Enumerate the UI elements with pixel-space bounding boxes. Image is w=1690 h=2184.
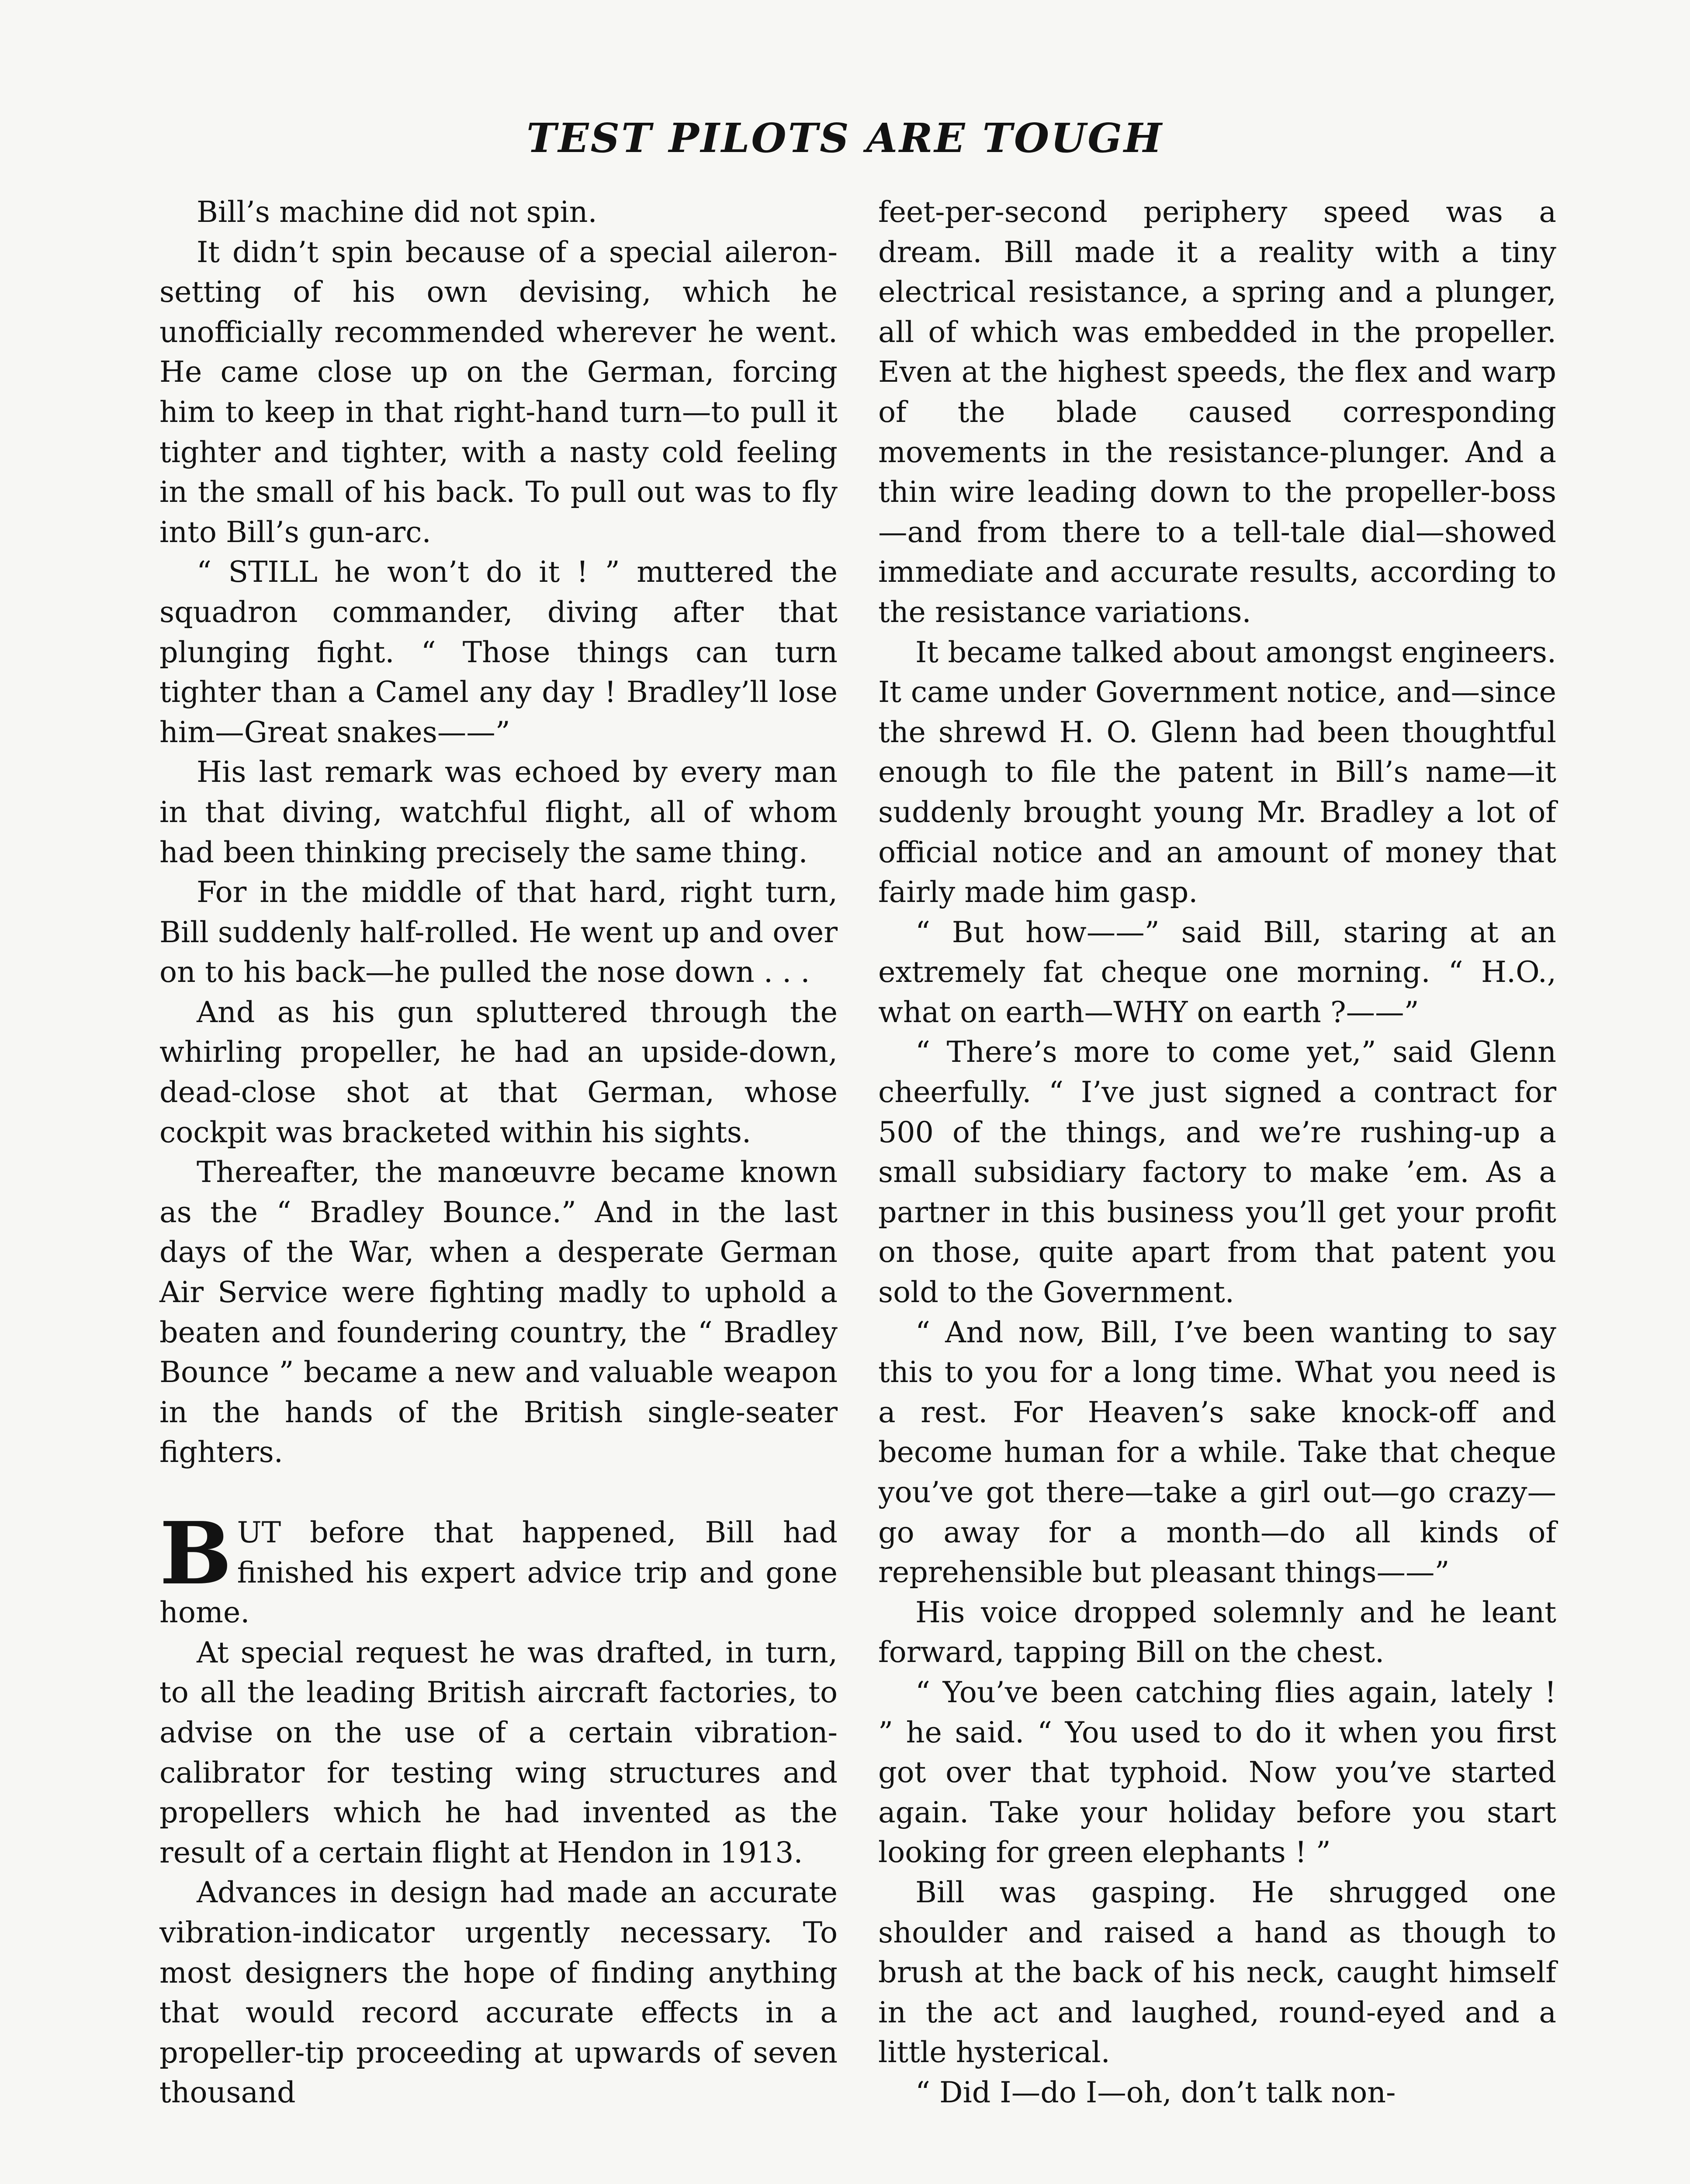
section-opening-paragraph (159, 1503, 838, 1633)
paragraph: “ STILL he won’t do it ! ” muttered the squadron commander, diving after that plunging fight. “ Those things can turn tighter than a Camel any day ! Bradley’ll lose him—Great snakes——” (159, 555, 838, 749)
paragraph: Bill’s machine did not spin. (197, 195, 597, 229)
paragraph: “ You’ve been catching flies again, lately ! ” he said. “ You used to do it when you first got over that typhoid. Now you’ve started again. Take your holiday before you start looking for green elephants ! ” (878, 1675, 1556, 1870)
paragraph: “ But how——” said Bill, staring at an extremely fat cheque one morning. “ H.O., what on earth—WHY on earth ?——” (878, 915, 1556, 1029)
right-column (878, 192, 1556, 2113)
paragraph: “ There’s more to come yet,” said Glenn cheerfully. “ I’ve just signed a contract for 500 of the things, and we’re rushing-up a small subsidiary factory to make ’em. As a partner in this business you’ll get your profit on those, quite apart from that patent you sold to the Government. (878, 1035, 1556, 1310)
paragraph: “ Did I—do I—oh, don’t talk non- (915, 2075, 1396, 2109)
drop-cap: B (159, 1503, 232, 1604)
paragraph: Advances in design had made an accurate vibration-indicator urgently necessary. To most designers the hope of finding anything that would record accurate effects in a propeller-tip proceeding at upwards of seven thousand (159, 1875, 838, 2110)
left-column (159, 192, 838, 2113)
paragraph: It didn’t spin because of a special aileron-setting of his own devising, which he unofficially recommended wherever he went. He came close up on the German, forcing him to keep in that right-hand turn—to pull it tighter and tighter, with a nasty cold feeling in the small of his back. To pull out was to fly into Bill’s gun-arc. (159, 235, 838, 549)
paragraph: It became talked about amongst engineers. It came under Government notice, and—since the shrewd H. O. Glenn had been thoughtful enough to file the patent in Bill’s name—it suddenly brought young Mr. Bradley a lot of official notice and an amount of money that fairly made him gasp. (878, 635, 1556, 909)
paragraph: Bill was gasping. He shrugged one shoulder and raised a hand as though to brush at the back of his neck, caught himself in the act and laughed, round-eyed and a little hysterical. (878, 1875, 1556, 2070)
paragraph: His last remark was echoed by every man in that diving, watchful flight, all of whom had been thinking precisely the same thing. (159, 755, 838, 869)
running-head: TEST PILOTS ARE TOUGH (526, 114, 1164, 162)
paragraph: Thereafter, the manœuvre became known as the “ Bradley Bounce.” And in the last days of the War, when a desperate German Air Service were fighting madly to uphold a beaten and foundering country, the “ Bradley Bounce ” became a new and valuable weapon in the hands of the British single-seater fighters. (159, 1155, 838, 1469)
paragraph: At special request he was drafted, in turn, to all the leading British aircraft factories, to advise on the use of a certain vibration-calibrator for testing wing structures and propellers which he had invented as the result of a certain flight at Hendon in 1913. (159, 1635, 838, 1870)
paragraph-text: UT before that happened, Bill had finished his expert advice trip and gone home. (159, 1515, 838, 1630)
paragraph-continuation: feet-per-second periphery speed was a dream. Bill made it a reality with a tiny electrical resistance, a spring and a plunger, all of which was embedded in the propeller. Even at the highest speeds, the flex and warp of the blade caused corresponding movements in the resistance-plunger. And a thin wire leading down to the propeller-boss—and from there to a tell-tale dial—showed immediate and accurate results, according to the resistance variations. (878, 195, 1556, 629)
paragraph: And as his gun spluttered through the whirling propeller, he had an upside-down, dead-close shot at that German, whose cockpit was bracketed within his sights. (159, 995, 838, 1149)
paragraph: “ And now, Bill, I’ve been wanting to say this to you for a long time. What you need is a rest. For Heaven’s sake knock-off and become human for a while. Take that cheque you’ve got there—take a girl out—go crazy—go away for a month—do all kinds of reprehensible but pleasant things——” (878, 1315, 1556, 1590)
paragraph: His voice dropped solemnly and he leant forward, tapping Bill on the chest. (878, 1595, 1556, 1669)
paragraph: For in the middle of that hard, right turn, Bill suddenly half-rolled. He went up and over on to his back—he pulled the nose down . . . (159, 875, 838, 989)
